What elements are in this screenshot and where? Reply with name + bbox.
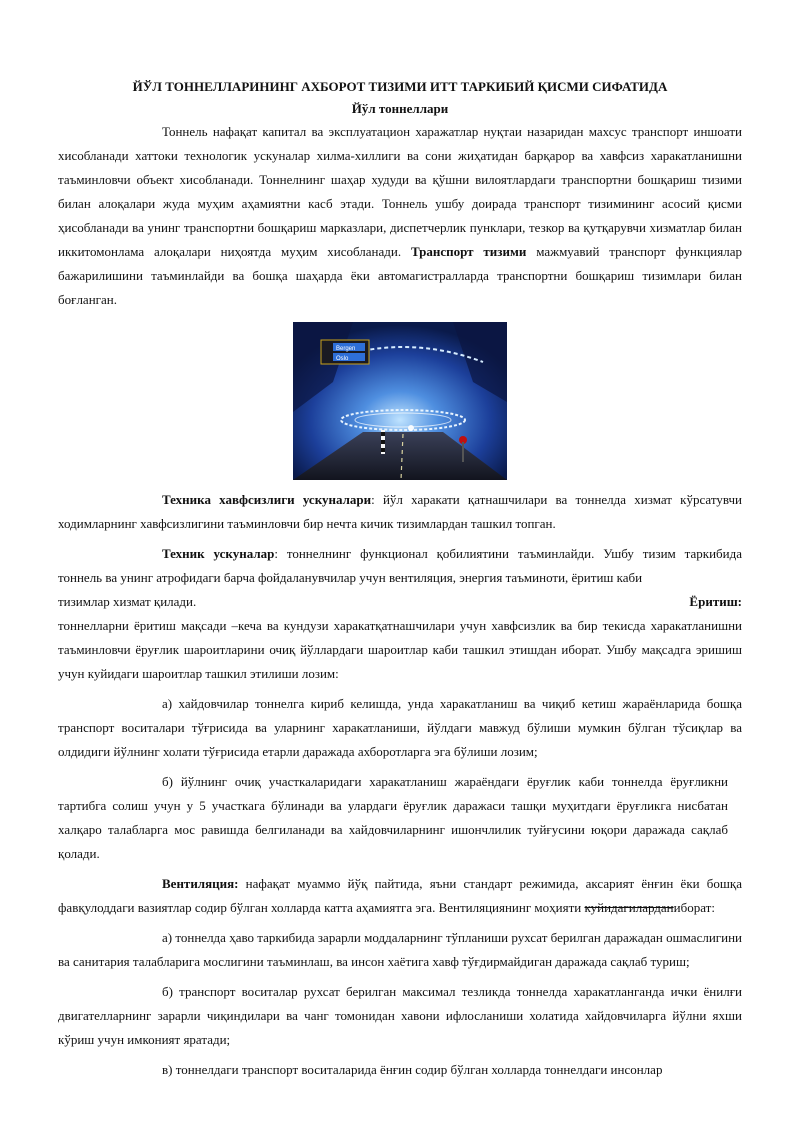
technical-bold-term: Техник ускуналар — [162, 546, 275, 561]
ventilation-struck-word: куйидагилардан — [584, 900, 674, 915]
safety-bold-term: Техника хавфсизлиги ускуналари — [162, 492, 372, 507]
technical-last-text: тизимлар хизмат қилади. — [58, 594, 197, 609]
document-page — [58, 68, 742, 1082]
lighting-item-a: а) хайдовчилар тоннелга кириб келишда, унда харакатланиш ва чиқиб кетиш жараёнларида бошқа транспорт воситалари тўғрисида ва уларнинг харакатланиши, йўлдаги мавжуд бўлиши мумкин бўлган тўсиқлар ва олдидиги йўлнинг холати тўғрисида етарли даражада ахборотларга эга бўлиши лозим; — [58, 696, 742, 759]
intro-text-b: мажмуавий транспорт функциялар бажарилишини таъминлайди ва бошқа шаҳарда ёки автомагистралларда транспортни бошқариш тизимлари билан боғланган. — [58, 244, 742, 307]
safety-text: : йўл харакати қатнашчилари ва тоннелда хизмат кўрсатувчи ходимларнинг хавфсизлигини таъминловчи бир нечта кичик тизимлардан ташкил топган. — [58, 492, 742, 531]
tunnel-photo — [293, 322, 507, 480]
sign-bergen-label: Bergen — [336, 346, 356, 352]
section-subtitle: Йўл тоннеллари — [351, 101, 449, 116]
technical-text: : тоннелнинг функционал қобилиятини таъминлайди. Ушбу тизим таркибида тоннель ва унинг атрофидаги барча фойдаланувчилар учун вентиляция, энергия таъминоти, ёритиш каби — [58, 546, 742, 585]
sign-oslo-label: Oslo — [336, 356, 349, 362]
intro-paragraph — [58, 120, 742, 312]
safety-paragraph — [58, 488, 742, 536]
intro-text-a: Тоннель нафақат капитал ва эксплуатацион харажатлар нуқтаи назаридан махсус транспорт иншоати хисобланади хаттоки технологик ускуналар хилма-хиллиги ва сони жиҳатидан барқарор ва хавфсиз харакатланишни таъминловчи объект хисобланади. Тоннелнинг шаҳар худуди ва қўшни вилоятлардаги транспортни бошқариш тизими билан алоқалари жуда муҳим аҳамиятни касб этади. Тоннель ушбу доирада транспорт тизимининг асосий қисми ҳисобланади ва унинг транспортни бошқариш марказлари, диспетчерлик пунклари, тезкор ва қутқарувчи хизматлар билан иккитомонлама алоқалари ниҳоятда муҳим хисобланади. — [58, 124, 742, 259]
lighting-item-b: б) йўлнинг очиқ участкаларидаги харакатланиш жараёндаги ёруғлик каби тоннелда ёруғликни тартибга солиш учун у 5 участкага бўлинади ва улардаги ёруғлик даражаси ташқи муҳитдаги ёруғликга нисбатан халқаро талабларга мос равишда белгиланади ва хайдовчиларнинг ишончлилик туйғусини юқори даражада сақлаб қолади. — [58, 774, 728, 861]
technical-paragraph — [58, 542, 742, 590]
lighting-heading: Ёритиш: — [689, 594, 742, 609]
lighting-paragraph: тоннелларни ёритиш мақсади –кеча ва кундузи харакатқатнашчилари учун хавфсизлик ва бир текисда харакатланишни таъминловчи ёруғлик шароитларини очиқ йўллардаги шароитлар каби ташкил этишдан иборат. Ушбу мақсадга эришиш учун куйидаги шароитлар ташкил этилиши лозим: — [58, 618, 742, 681]
ventilation-text-a: нафақат муаммо йўқ пайтида, яъни стандарт режимида, аксарият ёнғин ёки бошқа фавқулоддаги вазиятлар содир бўлган холларда катта аҳамиятга эга. Вентиляциянинг моҳияти — [58, 876, 742, 915]
intro-bold-term: Транспорт тизими — [410, 244, 527, 259]
ventilation-text-b: иборат: — [673, 900, 715, 915]
ventilation-item-a: а) тоннелда ҳаво таркибида зарарли моддаларнинг тўпланиши рухсат берилган даражадан ошмаслигини ва санитария талабларига мослигини таъминлаш, ва инсон хаётига хавф тўғдирмайдиган даражада сақлаб туриш; — [58, 930, 742, 969]
ventilation-item-c: в) тоннелдаги транспорт воситаларида ёнғин содир бўлган холларда тоннелдаги инсонлар — [162, 1062, 663, 1077]
ventilation-paragraph — [58, 872, 742, 920]
ventilation-bold-term: Вентиляция: — [162, 876, 239, 891]
technical-last-line — [58, 590, 742, 614]
ventilation-item-b: б) транспорт воситалар рухсат берилган максимал тезликда тоннелда харакатланганда ички ёнилғи двигателларнинг зарарли чиқиндилари ва чанг томонидан хавони ифлосланиши холатида хайдовчиларга йўлни яхши кўриш учун имконият яратади; — [58, 984, 742, 1047]
document-title: ЙЎЛ ТОННЕЛЛАРИНИНГ АХБОРОТ ТИЗИМИ ИТТ ТАРКИБИЙ ҚИСМИ СИФАТИДА — [132, 79, 668, 94]
